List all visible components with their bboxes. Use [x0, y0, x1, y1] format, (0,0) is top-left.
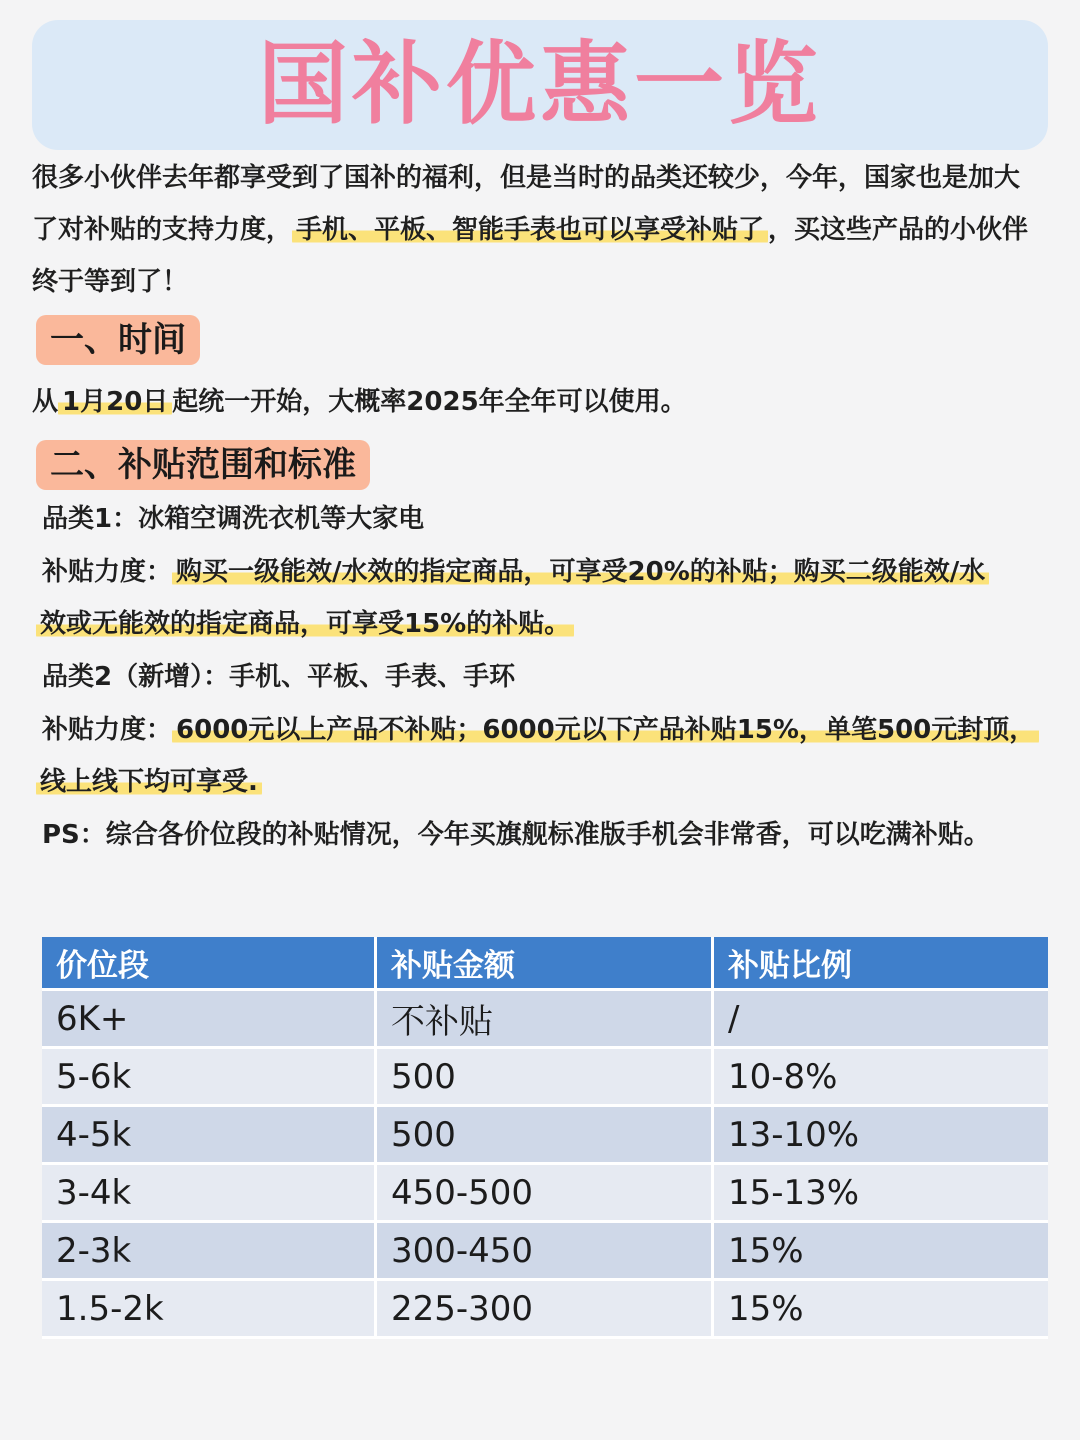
subsidy2-line-b — [36, 756, 262, 808]
time-prefix: 从 — [32, 387, 59, 417]
table-cell-amount: 225-300 — [377, 1281, 714, 1339]
time-rest: 起统一开始，大概率2025年全年可以使用。 — [172, 387, 687, 417]
time-highlight: 1月20日 — [58, 387, 172, 417]
subsidy2-label: 补贴力度： — [42, 715, 173, 745]
table-row — [42, 1165, 1048, 1223]
table-header-ratio: 补贴比例 — [714, 937, 1048, 991]
table-cell-amount: 500 — [377, 1049, 714, 1107]
ps-line: PS：综合各价位段的补贴情况，今年买旗舰标准版手机会非常香，可以吃满补贴。 — [42, 820, 990, 850]
page-title: 国补优惠一览 — [258, 32, 822, 137]
table-cell-ratio: 15% — [714, 1281, 1048, 1339]
subsidy1-label: 补贴力度： — [42, 557, 173, 587]
subsidy1-line-b — [36, 598, 574, 650]
section-heading-time: 一、时间 — [36, 315, 200, 365]
category1-line: 品类1：冰箱空调洗衣机等大家电 — [42, 504, 425, 534]
table-cell-amount: 450-500 — [377, 1165, 714, 1223]
table-header-price: 价位段 — [42, 937, 377, 991]
subsidy1-highlight-a: 购买一级能效/水效的指定商品，可享受20%的补贴；购买二级能效/水 — [172, 557, 989, 587]
table-row — [42, 991, 1048, 1049]
table-row — [42, 1049, 1048, 1107]
table-cell-price: 2-3k — [42, 1223, 377, 1281]
table-cell-ratio: 10-8% — [714, 1049, 1048, 1107]
table-cell-price: 1.5-2k — [42, 1281, 377, 1339]
category2-line: 品类2（新增）：手机、平板、手表、手环 — [42, 662, 516, 692]
table-cell-amount: 300-450 — [377, 1223, 714, 1281]
table-cell-amount: 不补贴 — [377, 991, 714, 1049]
table-cell-ratio: 15-13% — [714, 1165, 1048, 1223]
intro-highlight: 手机、平板、智能手表也可以享受补贴了 — [292, 215, 768, 245]
table-cell-amount: 500 — [377, 1107, 714, 1165]
table-cell-ratio: 13-10% — [714, 1107, 1048, 1165]
table-cell-price: 5-6k — [42, 1049, 377, 1107]
subsidy1-line-a — [42, 546, 989, 598]
time-paragraph — [32, 376, 1042, 428]
table-cell-price: 3-4k — [42, 1165, 377, 1223]
subsidy2-highlight-b: 线上线下均可享受. — [36, 767, 262, 797]
subsidy-table — [42, 937, 1048, 1339]
table-cell-ratio: / — [714, 991, 1048, 1049]
title-banner — [32, 20, 1048, 150]
table-row — [42, 1223, 1048, 1281]
intro-text-part1: 很多小伙伴去年都享受到了国补的福利，但是当时的品类还较少，今年，国家也是加大了对补贴的支持力度， — [32, 163, 1021, 245]
intro-paragraph — [32, 152, 1042, 308]
table-row — [42, 1281, 1048, 1339]
subsidy2-line-a — [42, 704, 1039, 756]
subsidy1-highlight-b: 效或无能效的指定商品，可享受15%的补贴。 — [36, 609, 574, 639]
table-cell-price: 6K+ — [42, 991, 377, 1049]
table-row — [42, 1107, 1048, 1165]
table-cell-price: 4-5k — [42, 1107, 377, 1165]
intro-text-part2: ，买这些产品的小伙伴终于等到了！ — [32, 215, 1029, 297]
section-heading-scope: 二、补贴范围和标准 — [36, 440, 370, 490]
table-header-row — [42, 937, 1048, 991]
table-cell-ratio: 15% — [714, 1223, 1048, 1281]
table-header-amount: 补贴金额 — [377, 937, 714, 991]
subsidy2-highlight-a: 6000元以上产品不补贴；6000元以下产品补贴15%，单笔500元封顶， — [172, 715, 1039, 745]
